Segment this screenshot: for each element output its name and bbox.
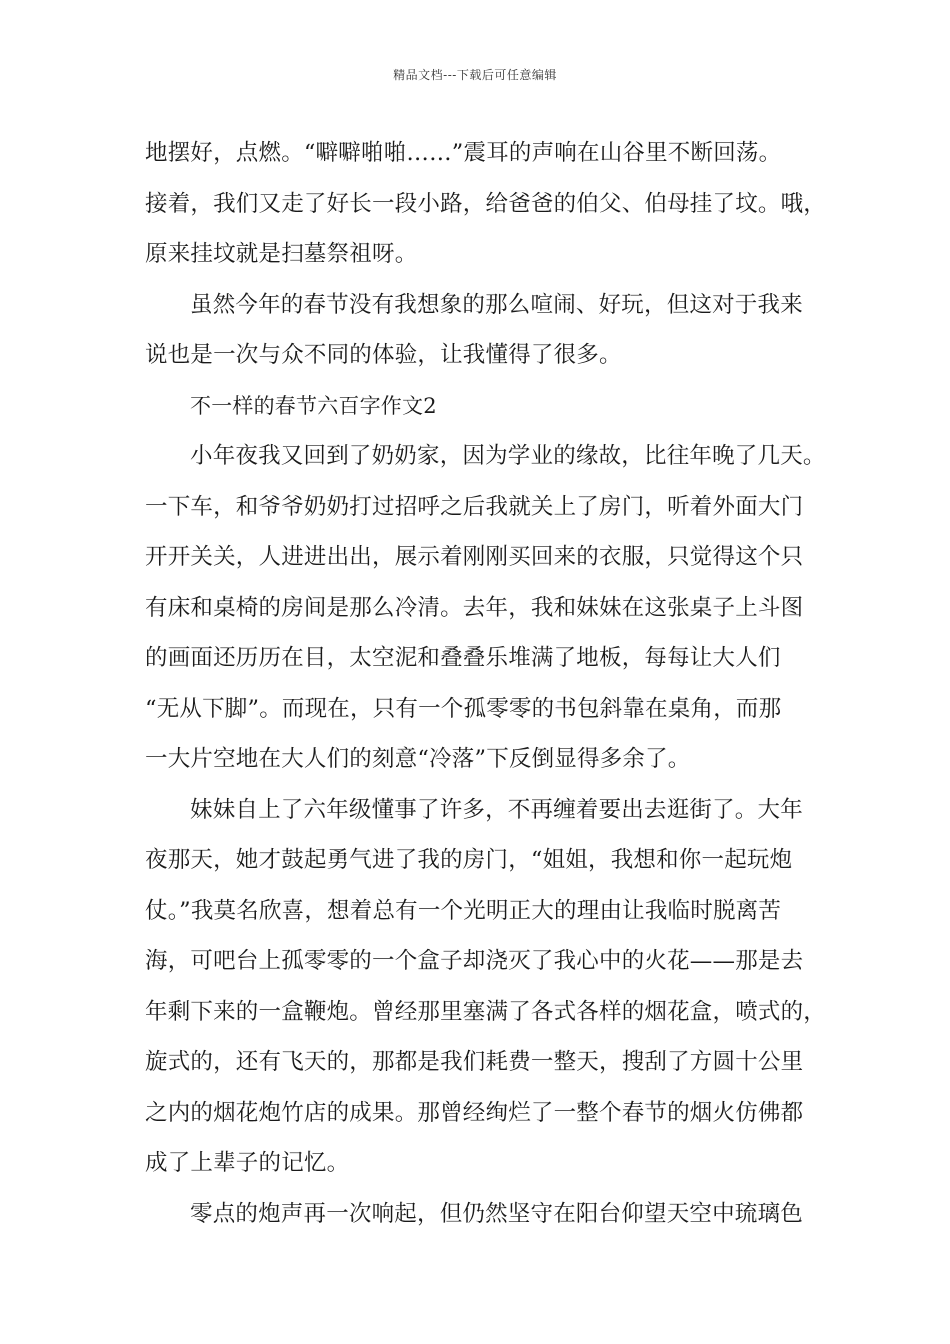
- paragraph-start-line: 零点的炮声再一次响起，但仍然坚守在阳台仰望天空中琉璃色: [190, 1200, 803, 1227]
- section-heading: 不一样的春节六百字作文2: [190, 393, 437, 418]
- paragraph-start-line: 虽然今年的春节没有我想象的那么喧闹、好玩，但这对于我来: [190, 291, 803, 318]
- article-body: [145, 128, 825, 1239]
- text-line: 说也是一次与众不同的体验，让我懂得了很多。: [145, 342, 622, 368]
- text-line: 夜那天，她才鼓起勇气进了我的房门，“姐姐，我想和你一起玩炮: [145, 847, 793, 873]
- text-line: 一下车，和爷爷奶奶打过招呼之后我就关上了房门，听着外面大门: [145, 493, 804, 520]
- text-line: 旋式的，还有飞天的，那都是我们耗费一整天，搜刮了方圆十公里: [145, 1049, 804, 1075]
- text-line: 开开关关，人进进出出，展示着刚刚买回来的衣服，只觉得这个只: [145, 544, 804, 570]
- text-line: 年剩下来的一盒鞭炮。曾经那里塞满了各式各样的烟花盒，喷式的，: [145, 998, 827, 1025]
- text-line: 海，可吧台上孤零零的一个盒子却浇灭了我心中的火花——那是去: [145, 948, 804, 974]
- page-header: 精品文档---下载后可任意编辑: [393, 68, 557, 82]
- text-line: “无从下脚”。而现在，只有一个孤零零的书包斜靠在桌角，而那: [145, 695, 782, 722]
- text-line: 成了上辈子的记忆。: [145, 1150, 350, 1176]
- text-line: 一大片空地在大人们的刻意“冷落”下反倒显得多余了。: [145, 746, 691, 772]
- text-line: 接着，我们又走了好长一段小路，给爸爸的伯父、伯母挂了坟。哦，: [145, 190, 827, 217]
- text-line: 仗。”我莫名欣喜，想着总有一个光明正大的理由让我临时脱离苦: [145, 897, 782, 924]
- text-line: 有床和桌椅的房间是那么冷清。去年，我和妹妹在这张桌子上斗图: [145, 594, 804, 621]
- text-line: 之内的烟花炮竹店的成果。那曾经绚烂了一整个春节的烟火仿佛都: [145, 1099, 804, 1126]
- paragraph-start-line: 小年夜我又回到了奶奶家，因为学业的缘故，比往年晚了几天。: [190, 443, 826, 469]
- text-line: 地摆好，点燃。“噼噼啪啪……”震耳的声响在山谷里不断回荡。: [145, 140, 782, 166]
- paragraph-start-line: 妹妹自上了六年级懂事了许多，不再缠着要出去逛街了。大年: [190, 796, 803, 823]
- text-line: 的画面还历历在目，太空泥和叠叠乐堆满了地板，每每让大人们: [145, 645, 781, 671]
- text-line: 原来挂坟就是扫墓祭祖呀。: [145, 241, 418, 267]
